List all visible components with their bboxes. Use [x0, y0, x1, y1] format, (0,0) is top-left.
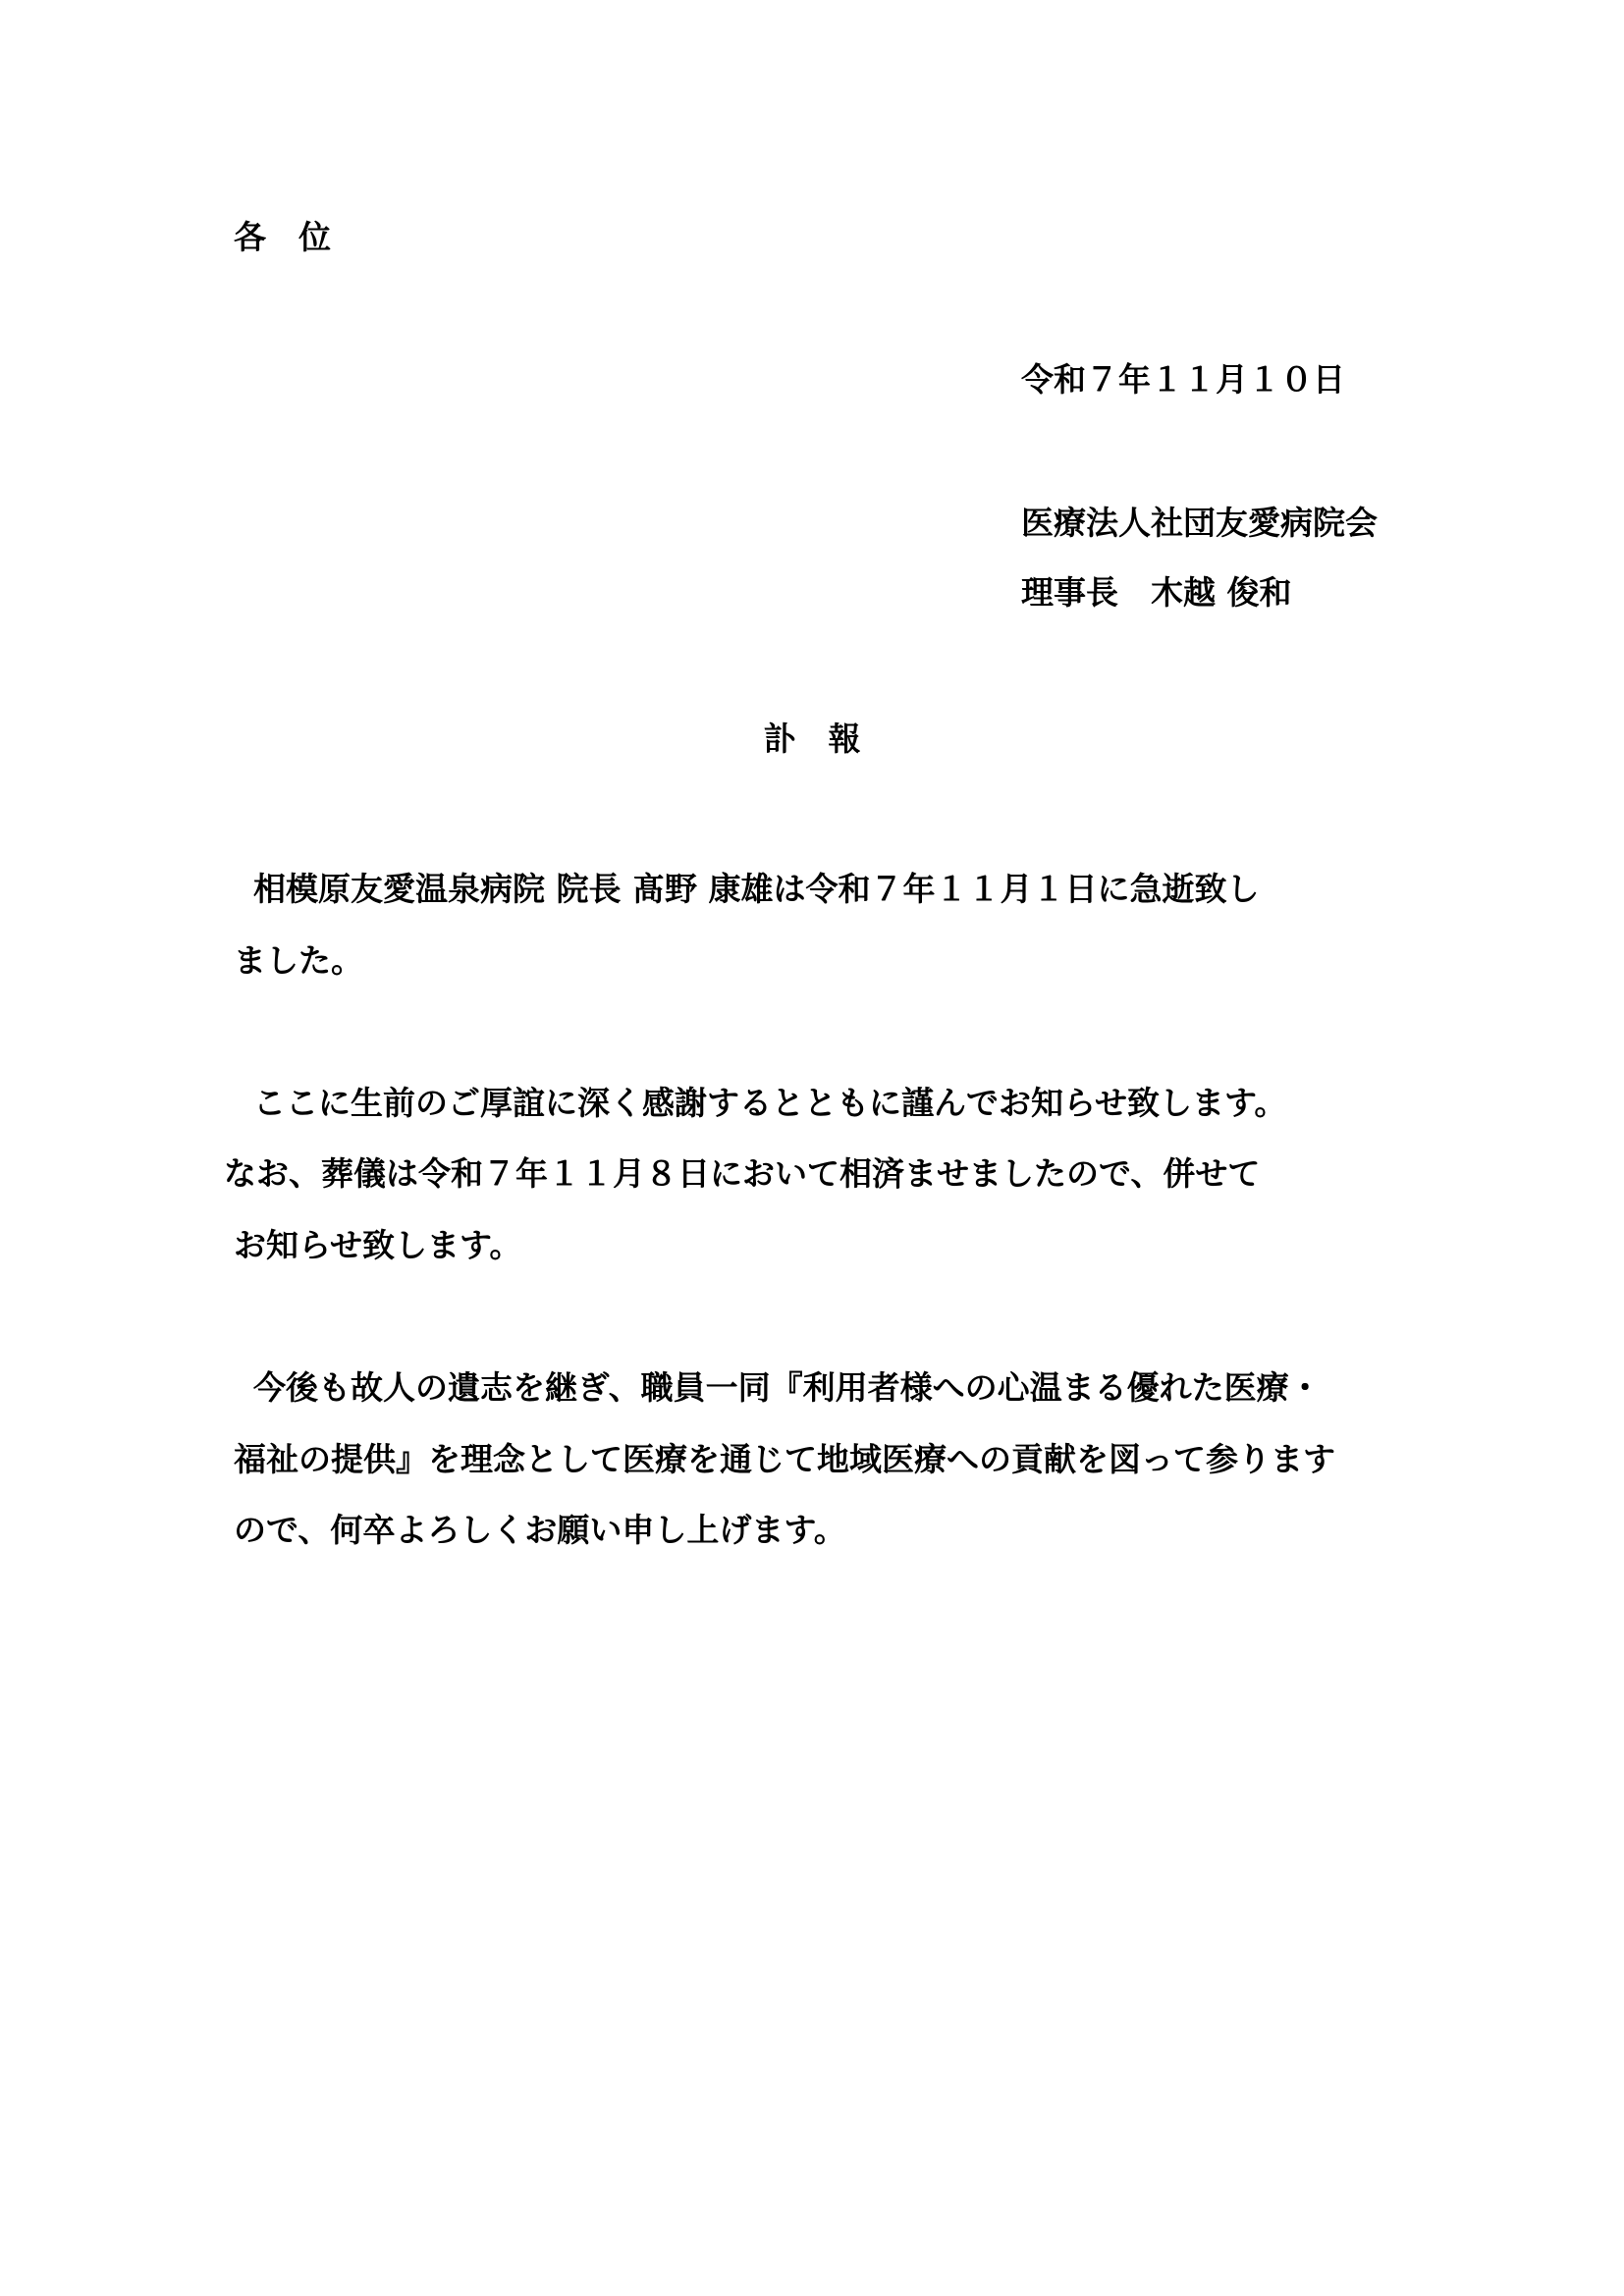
letter-date: 令和７年１１月１０日 — [1021, 360, 1345, 399]
sender-chairman: 理事長 木越 俊和 — [1021, 573, 1292, 612]
paragraph-3-line-1: 今後も故人の遺志を継ぎ、職員一同『利用者様への心温まる優れた医療・ — [253, 1368, 1322, 1407]
paragraph-1-line-2: ました。 — [234, 941, 363, 980]
sender-organization: 医療法人社団友愛病院会 — [1021, 504, 1378, 542]
paragraph-1-line-1: 相模原友愛温泉病院 院長 髙野 康雄は令和７年１１月１日に急逝致し — [253, 870, 1260, 908]
document-title: 訃 報 — [763, 720, 861, 758]
paragraph-3-line-2: 福祉の提供』を理念として医療を通じて地域医療への貢献を図って参ります — [234, 1440, 1335, 1478]
paragraph-2-line-2: なお、葬儀は令和７年１１月８日において相済ませましたので、併せて — [224, 1154, 1261, 1193]
paragraph-2-line-1: ここに生前のご厚誼に深く感謝するとともに謹んでお知らせ致します。 — [253, 1084, 1287, 1122]
paragraph-3-line-3: ので、何卒よろしくお願い申し上げます。 — [234, 1511, 846, 1549]
addressee: 各 位 — [234, 218, 331, 256]
paragraph-2-line-3: お知らせ致します。 — [234, 1226, 522, 1264]
